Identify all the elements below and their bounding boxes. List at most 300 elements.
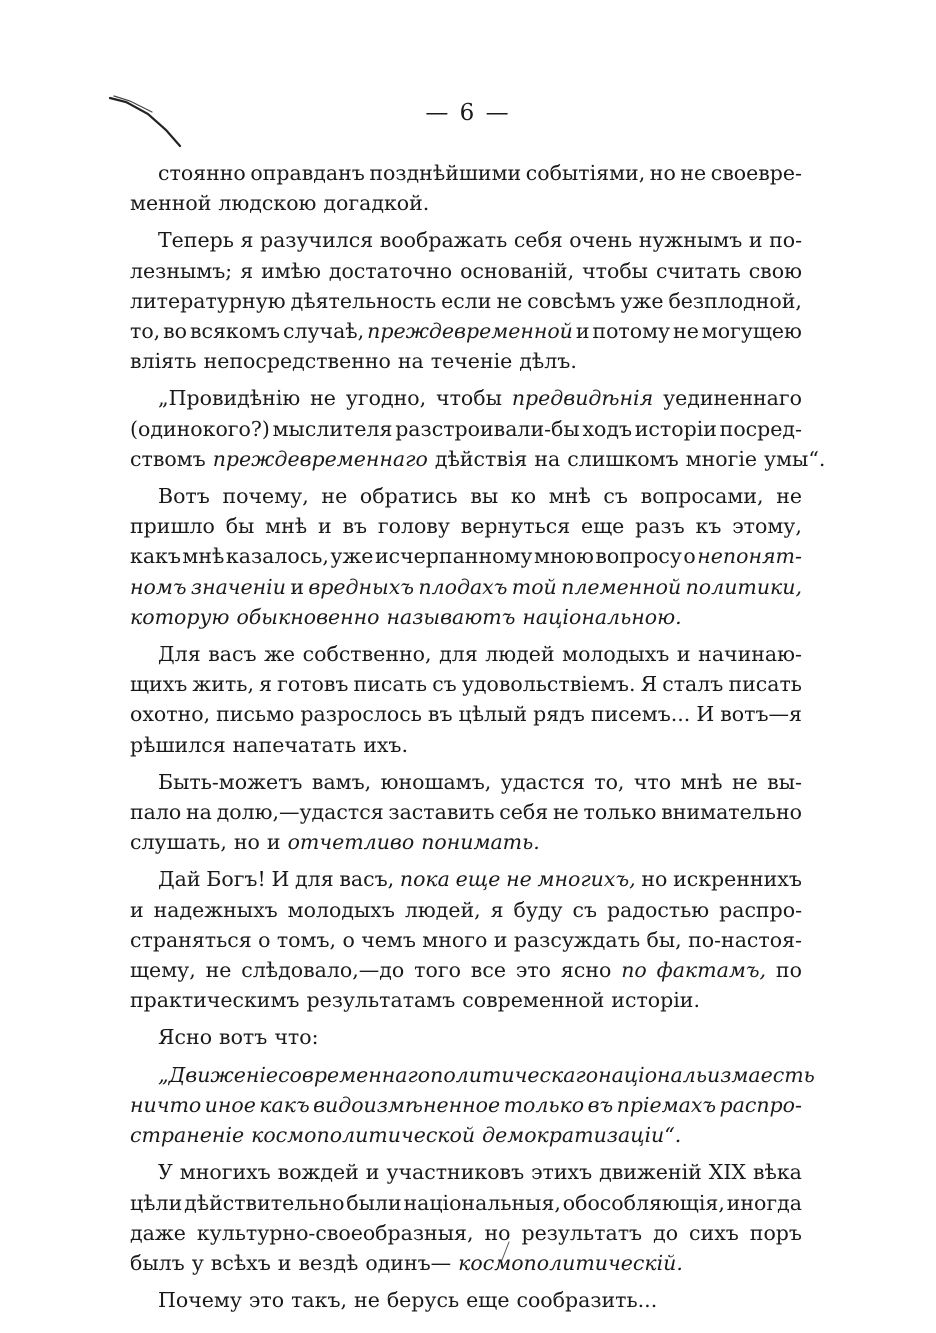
text-line (130, 158, 802, 188)
word: дѣлъ. (519, 349, 577, 374)
word: мнѣ (182, 544, 225, 569)
word: дѣятельность (290, 288, 437, 313)
word: пока (399, 867, 450, 892)
word: стоянно (158, 161, 246, 185)
word: иное (204, 1092, 256, 1117)
word: достаточно (328, 258, 453, 283)
word: искреннихъ (673, 867, 802, 892)
word: вѣка (752, 1160, 802, 1185)
word: много (422, 927, 488, 952)
word: которую (130, 604, 230, 629)
word: въ (587, 1092, 614, 1117)
word: на (397, 349, 424, 374)
word: людскою (218, 191, 317, 216)
text-line (130, 602, 802, 632)
word: цѣли (130, 1190, 183, 1215)
word: вернуться (460, 514, 571, 539)
word: ничто (130, 1092, 202, 1117)
word: то, (594, 769, 625, 794)
word: предвидѣнія (511, 386, 654, 411)
word: распро- (719, 1092, 802, 1117)
word: но (649, 161, 676, 185)
word: уже (330, 544, 374, 569)
word: случаѣ, (282, 319, 365, 344)
word: до (653, 1220, 679, 1245)
text-line (130, 985, 802, 1015)
paragraph-p9 (130, 1060, 815, 1151)
word: не (354, 1288, 380, 1313)
word: юношамъ, (380, 769, 492, 794)
word: писать (728, 672, 802, 697)
word: но (484, 1220, 511, 1245)
word: сталъ (662, 672, 724, 697)
text-line (130, 1285, 802, 1315)
word: ходъ (582, 416, 633, 441)
word: основаній, (460, 258, 575, 283)
word: я (240, 258, 254, 283)
word: пало (130, 800, 182, 825)
word: вотъ (219, 1025, 268, 1050)
word: только (583, 800, 657, 825)
word: вы- (767, 769, 802, 794)
text-line (130, 256, 802, 286)
page-number: — 6 — (425, 100, 511, 126)
word: щихъ (130, 672, 188, 697)
word: но (233, 830, 260, 855)
word: чтобы (582, 258, 648, 283)
word: и (365, 1160, 380, 1185)
word: сихъ (689, 1220, 739, 1245)
word: отчетливо (287, 830, 415, 855)
text-line (130, 225, 802, 255)
word: непосредственно (203, 349, 391, 374)
word: И (271, 867, 290, 892)
word: не (506, 867, 532, 892)
word: свою (748, 258, 802, 283)
text-line (130, 955, 802, 985)
word: сообразить... (516, 1288, 658, 1313)
word: политики, (685, 574, 802, 599)
word: буду (513, 897, 563, 922)
word: о (342, 927, 355, 952)
body-text (130, 158, 826, 1315)
word: посред- (719, 416, 802, 441)
word: и (676, 642, 691, 667)
word: съ (432, 672, 457, 697)
word: не (310, 386, 336, 411)
word: себя (513, 228, 563, 253)
text-line (130, 346, 802, 376)
word: Почему (158, 1288, 242, 1313)
word: мнѣ (548, 484, 591, 509)
text-line (130, 572, 802, 602)
word: томъ, (276, 927, 337, 952)
word: молодыхъ (287, 897, 395, 922)
word: распро- (719, 897, 802, 922)
word: начинаю- (698, 642, 802, 667)
word: угодно, (345, 386, 427, 411)
word: очень (569, 228, 633, 253)
word: космополитическій. (458, 1250, 683, 1275)
word: видоизмѣненное (313, 1092, 501, 1117)
word: долю,—удастся (216, 800, 384, 825)
text-line (130, 383, 802, 413)
word: современнаго (278, 1062, 431, 1087)
text-line (130, 444, 826, 474)
paragraph-p7 (130, 864, 802, 1015)
word: вопросу (595, 544, 682, 569)
word: Ясно (158, 1025, 213, 1050)
word: космополитической (251, 1123, 476, 1148)
word: многихъ, (537, 867, 636, 892)
word: обособляющія, (562, 1190, 725, 1215)
word: молодыхъ (562, 642, 670, 667)
word: я (490, 897, 504, 922)
word: я (259, 672, 272, 697)
paragraph-p11 (130, 1285, 802, 1315)
word: теченіе (430, 349, 513, 374)
word: какъ (130, 544, 181, 569)
stray-pencil-mark-icon (498, 1240, 512, 1262)
word: демократизаціи“. (482, 1123, 682, 1148)
word: вождей (277, 1160, 359, 1185)
word: результатамъ (306, 988, 456, 1013)
word: Быть-можетъ (158, 769, 303, 794)
word: „Провидѣнію (158, 386, 301, 411)
text-line (130, 316, 802, 346)
word: даже (130, 1220, 186, 1245)
word: по (621, 958, 647, 983)
word: во (163, 319, 188, 344)
word: голову (377, 514, 450, 539)
word: плодахъ (418, 574, 508, 599)
word: не (731, 769, 758, 794)
word: что (633, 769, 672, 794)
word: не (673, 319, 699, 344)
word: но (641, 867, 668, 892)
word: и (575, 319, 590, 344)
word: не (321, 484, 348, 509)
word: были (346, 1190, 402, 1215)
word: на (186, 800, 212, 825)
word: жить, (192, 672, 254, 697)
word: радостью (607, 897, 710, 922)
word: вамъ, (311, 769, 372, 794)
word: фактамъ, (656, 958, 767, 983)
word: въ (427, 702, 453, 727)
word: заставить (388, 800, 495, 825)
word: вредныхъ (308, 574, 414, 599)
word: той (511, 574, 557, 599)
word: разучился (259, 228, 374, 253)
word: Вотъ (158, 484, 210, 509)
word: людей, (404, 897, 481, 922)
word: мнѣ (265, 514, 308, 539)
word: Богъ! (206, 867, 266, 892)
word: все (470, 958, 506, 983)
word: разъ (635, 514, 685, 539)
text-line (130, 1157, 802, 1187)
word: и (493, 927, 508, 952)
word: понимать. (421, 830, 540, 855)
text-line (130, 1022, 802, 1052)
word: ясно (560, 958, 612, 983)
word: не (680, 161, 707, 185)
word: уже (620, 288, 664, 313)
word: мыслителя (272, 416, 393, 441)
word: для (295, 867, 334, 892)
word: щему, (130, 958, 196, 983)
word: если (441, 288, 492, 313)
word: рѣшился (130, 732, 226, 757)
word: Для (158, 642, 201, 667)
word: по-настоя- (688, 927, 802, 952)
word: вліять (130, 349, 197, 374)
word: почему, (222, 484, 309, 509)
text-line (130, 188, 802, 218)
word: культурно-своеобразныя, (196, 1220, 474, 1245)
text-line (130, 511, 802, 541)
word: рядъ (533, 702, 585, 727)
word: не (205, 958, 232, 983)
word: непонят- (697, 544, 802, 569)
word: совсѣмъ (527, 288, 616, 313)
word: движеній (599, 1160, 702, 1185)
word: поръ (749, 1220, 802, 1245)
word: былъ (130, 1250, 185, 1275)
word: разсуждать (513, 927, 641, 952)
word: васъ, (339, 867, 395, 892)
word: участниковъ (386, 1160, 525, 1185)
text-line (130, 797, 802, 827)
word: не (496, 288, 523, 313)
word: людей (485, 642, 555, 667)
word: удовольствіемъ. (461, 672, 636, 697)
word: страненіе (130, 1123, 245, 1148)
text-line (130, 1248, 802, 1278)
word: еще (466, 1288, 510, 1313)
word: слѣдовало,—до (241, 958, 405, 983)
text-line (130, 1060, 815, 1090)
text-line (130, 699, 802, 729)
text-line (130, 1120, 802, 1150)
text-line (130, 864, 802, 894)
word: Теперь (158, 228, 234, 253)
word: себя (499, 800, 549, 825)
word: не (552, 800, 579, 825)
word: современной (462, 988, 605, 1013)
word: потому (592, 319, 671, 344)
text-line (130, 639, 802, 669)
word: результатъ (521, 1220, 643, 1245)
word: по (775, 958, 802, 983)
word: чтобы (436, 386, 502, 411)
word: XIX (708, 1160, 747, 1185)
word: номъ (130, 574, 187, 599)
word: обратись (359, 484, 458, 509)
word: значеніи (190, 574, 286, 599)
text-line (130, 730, 802, 760)
word: всѣхъ (210, 1250, 271, 1275)
text-line (130, 414, 802, 444)
word: васъ (208, 642, 257, 667)
word: разстроивали-бы (395, 416, 580, 441)
word: національизма (598, 1062, 761, 1087)
word: этому, (732, 514, 802, 539)
word: національною. (522, 604, 682, 629)
word: практическимъ (130, 988, 300, 1013)
word: то, (130, 319, 161, 344)
word: Я (640, 672, 658, 697)
word: еще (580, 514, 625, 539)
word: Дай (158, 867, 201, 892)
word: пріемахъ (616, 1092, 717, 1117)
text-line (130, 481, 802, 511)
word: только (503, 1092, 585, 1117)
word: для (439, 642, 478, 667)
word: политическаго (430, 1062, 599, 1087)
word: племенной (561, 574, 682, 599)
word: чемъ (361, 927, 416, 952)
word: нужнымъ (638, 228, 743, 253)
word: считать (655, 258, 741, 283)
word: событіями, (525, 161, 646, 185)
word: о (258, 927, 271, 952)
word: напечатать (232, 732, 357, 757)
paragraph-p1 (130, 158, 802, 218)
word: собственно, (302, 642, 432, 667)
word: И (696, 702, 715, 727)
word: по- (769, 228, 802, 253)
text-line (130, 1218, 802, 1248)
word: въ (342, 514, 368, 539)
word: иногда (726, 1190, 802, 1215)
word: разрослось (300, 702, 422, 727)
word: ко (510, 484, 537, 509)
word: берусь (386, 1288, 460, 1313)
word: что: (274, 1025, 319, 1050)
word: ствомъ (130, 446, 206, 471)
word: готовъ (277, 672, 349, 697)
word: бы (225, 514, 255, 539)
text-line (130, 925, 802, 955)
text-line (130, 827, 802, 857)
word: удастся (500, 769, 585, 794)
word: и (266, 830, 281, 855)
word: слушать, (130, 830, 227, 855)
paragraph-p3 (130, 383, 826, 474)
text-line (130, 767, 802, 797)
word: и (290, 574, 304, 599)
paragraph-p4 (130, 481, 802, 632)
word: имѣю (261, 258, 321, 283)
word: и (317, 514, 332, 539)
word: вотъ—я (720, 702, 802, 727)
word: одинъ— (365, 1250, 452, 1275)
text-line (130, 669, 802, 699)
word: у (191, 1250, 204, 1275)
word: исторіи. (611, 988, 700, 1013)
word: У (158, 1160, 173, 1185)
paragraph-p6 (130, 767, 802, 858)
word: надежныхъ (153, 897, 278, 922)
word: и (130, 897, 144, 922)
word: мнѣ (680, 769, 723, 794)
word: обыкновенно (236, 604, 380, 629)
word: съ (603, 484, 628, 509)
word: еще (455, 867, 501, 892)
word: исчерпанному (374, 544, 533, 569)
word: позднѣйшими (369, 161, 522, 185)
paragraph-p2 (130, 225, 802, 376)
paragraph-p5 (130, 639, 802, 760)
word: всякомъ (189, 319, 281, 344)
word: воображать (379, 228, 508, 253)
word: безплодной, (668, 288, 802, 313)
word: многіе (685, 446, 758, 471)
text-line (130, 895, 802, 925)
word: и (277, 1250, 292, 1275)
word: своевре- (710, 161, 802, 185)
word: умы“. (764, 446, 826, 471)
word: могущею (701, 319, 802, 344)
word: называютъ (386, 604, 516, 629)
word: слишкомъ (567, 446, 679, 471)
word: преждевременнаго (212, 446, 428, 471)
word: того (414, 958, 461, 983)
word: писать (353, 672, 428, 697)
word: вездѣ (298, 1250, 359, 1275)
word: цѣлый (458, 702, 528, 727)
word: о (683, 544, 696, 569)
word: уединеннаго (663, 386, 802, 411)
word: писемъ... (590, 702, 691, 727)
word: бы, (646, 927, 682, 952)
word: менной (130, 191, 212, 216)
word: національныя, (403, 1190, 561, 1215)
word: же (264, 642, 296, 667)
word: вы (470, 484, 499, 509)
word: какъ (259, 1092, 310, 1117)
word: охотно, (130, 702, 211, 727)
word: страняться (130, 927, 252, 952)
word: догадкой. (323, 191, 430, 216)
word: многихъ (179, 1160, 271, 1185)
word: лезнымъ; (130, 258, 233, 283)
word: казалось, (225, 544, 329, 569)
word: дѣйствія (434, 446, 528, 471)
word: литературную (130, 288, 286, 313)
word: (одинокого?) (130, 416, 270, 441)
word: это (248, 1288, 285, 1313)
word: преждевременной (367, 319, 573, 344)
word: это (515, 958, 552, 983)
word: письмо (216, 702, 295, 727)
word: дѣйствительно (184, 1190, 345, 1215)
word: вопросами, (640, 484, 764, 509)
word: ихъ. (363, 732, 408, 757)
text-line (130, 541, 802, 571)
word: такъ, (291, 1288, 348, 1313)
word: на (534, 446, 561, 471)
paragraph-p10 (130, 1157, 802, 1278)
text-line (130, 1188, 802, 1218)
text-line (130, 286, 802, 316)
text-line (130, 1090, 802, 1120)
word: есть (760, 1062, 815, 1087)
word: и (748, 228, 763, 253)
word: внимательно (661, 800, 802, 825)
